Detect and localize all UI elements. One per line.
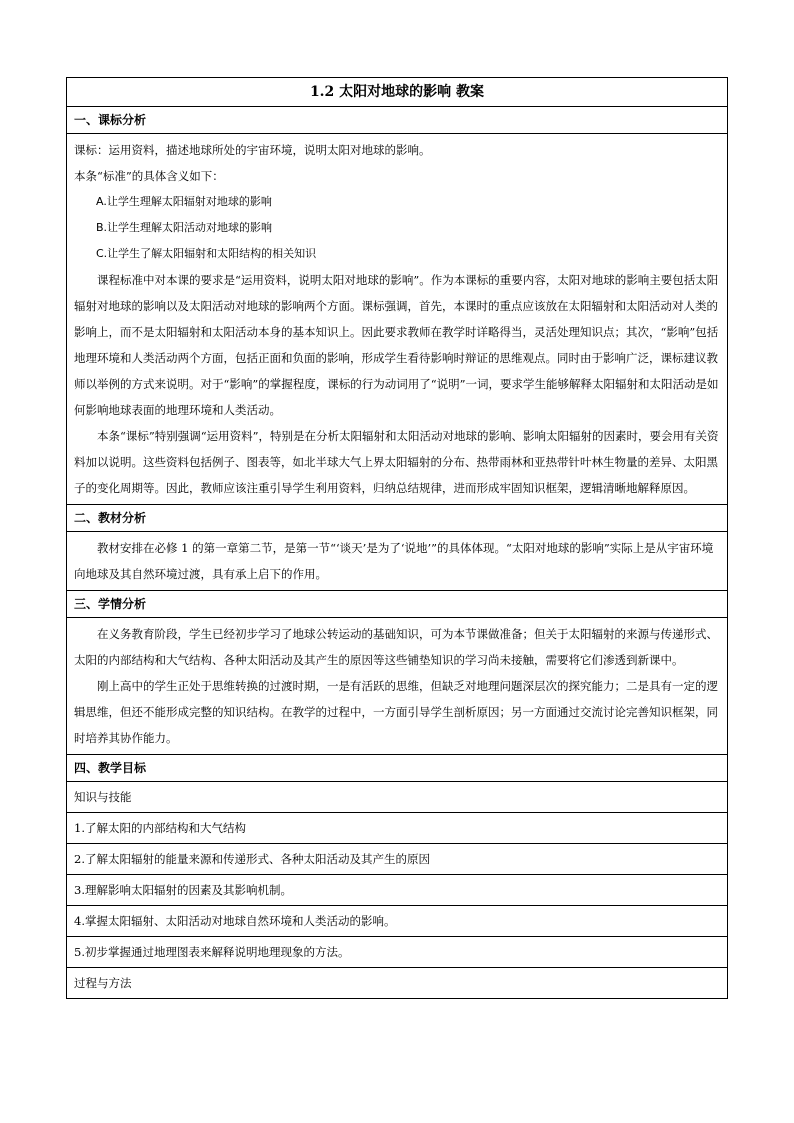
document-title: 1.2 太阳对地球的影响 教案 [67, 78, 728, 107]
objective-row-2 [67, 844, 728, 875]
objective-2: 2.了解太阳辐射的能量来源和传递形式、各种太阳活动及其产生的原因 [74, 852, 430, 866]
objective-1: 1.了解太阳的内部结构和大气结构 [74, 821, 246, 835]
section-heading-learners: 三、学情分析 [67, 591, 728, 618]
standard-item-c: C.让学生了解太阳辐射和太阳结构的相关知识 [96, 247, 317, 260]
learner-paragraph-2: 刚上高中的学生正处于思维转换的过渡时期，一是有活跃的思维，但缺乏对地理问题深层次的探究能力；二是具有一定的逻辑思维，但还不能形成完整的知识结构。在教学的过程中，一方面引导学生剖析原因；另一方面通过交流讨论完善知识框架，同时培养其协作能力。 [74, 679, 718, 745]
objective-row-3 [67, 875, 728, 906]
subheading-process-methods: 过程与方法 [67, 968, 728, 999]
objective-row-4 [67, 906, 728, 937]
section-heading-objectives: 四、教学目标 [67, 755, 728, 782]
learner-analysis-content [67, 618, 728, 755]
objective-4: 4.掌握太阳辐射、太阳活动对地球自然环境和人类活动的影响。 [74, 914, 396, 928]
curriculum-paragraph-1: 课程标准中对本课的要求是“运用资料，说明太阳对地球的影响”。作为本课标的重要内容，太阳对地球的影响主要包括太阳辐射对地球的影响以及太阳活动对地球的影响两个方面。课标强调，首先，本课时的重点应该放在太阳辐射和太阳活动对人类的影响上，而不是太阳辐射和太阳活动本身的基本知识上。因此要求教师在教学时详略得当，灵活处理知识点；其次，“影响”包括地理环境和人类活动两个方面，包括正面和负面的影响，形成学生看待影响时辩证的思维观点。同时由于影响广泛，课标建议教师以举例的方式来说明。对于“影响”的掌握程度，课标的行为动词用了“说明”一词，要求学生能够解释太阳辐射和太阳活动是如何影响地球表面的地理环境和人类活动。 [74, 273, 719, 417]
standard-item-b: B.让学生理解太阳活动对地球的影响 [96, 221, 273, 234]
textbook-analysis-content [67, 532, 728, 591]
curriculum-analysis-content [67, 134, 728, 505]
curriculum-standard-line: 课标：运用资料，描述地球所处的宇宙环境，说明太阳对地球的影响。 [74, 143, 431, 157]
lesson-plan-table [66, 77, 728, 999]
curriculum-paragraph-2: 本条“课标”特别强调“运用资料”，特别是在分析太阳辐射和太阳活动对地球的影响、影响太阳辐射的因素时，要会用有关资料加以说明。这些资料包括例子、图表等，如北半球大气上界太阳辐射的分布、热带雨林和亚热带针叶林生物量的差异、太阳黑子的变化周期等。因此，教师应该注重引导学生利用资料，归纳总结规律，进而形成牢固知识框架，逻辑清晰地解释原因。 [74, 429, 719, 495]
section-heading-textbook: 二、教材分析 [67, 505, 728, 532]
textbook-paragraph: 教材安排在必修 1 的第一章第二节，是第一节“‘谈天’是为了‘说地’”的具体体现。“太阳对地球的影响”实际上是从宇宙环境向地球及其自然环境过渡，具有承上启下的作用。 [74, 541, 714, 581]
objective-row-1 [67, 813, 728, 844]
objective-5: 5.初步掌握通过地理图表来解释说明地理现象的方法。 [74, 945, 350, 959]
objective-3: 3.理解影响太阳辐射的因素及其影响机制。 [74, 883, 292, 897]
standard-meaning-intro: 本条“标准”的具体含义如下： [74, 169, 224, 183]
objective-row-5 [67, 937, 728, 968]
subheading-knowledge-skills: 知识与技能 [67, 782, 728, 813]
lesson-plan-page [66, 77, 728, 999]
standard-item-a: A.让学生理解太阳辐射对地球的影响 [96, 195, 272, 208]
section-heading-curriculum: 一、课标分析 [67, 107, 728, 134]
learner-paragraph-1: 在义务教育阶段，学生已经初步学习了地球公转运动的基础知识，可为本节课做准备；但关于太阳辐射的来源与传递形式、太阳的内部结构和大气结构、各种太阳活动及其产生的原因等这些铺垫知识的学习尚未接触，需要将它们渗透到新课中。 [74, 627, 718, 667]
